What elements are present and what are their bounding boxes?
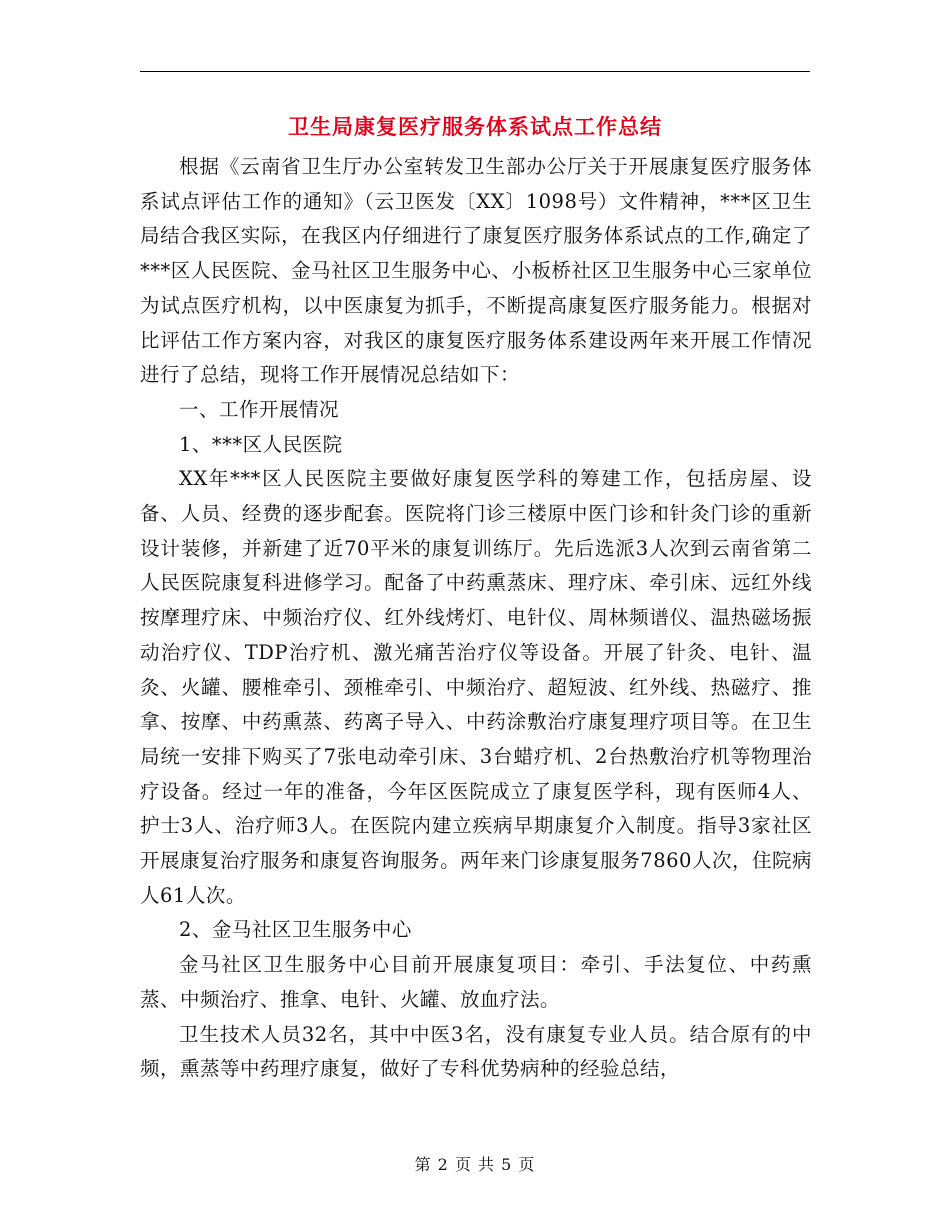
paragraph-jinma-projects: 金马社区卫生服务中心目前开展康复项目：牵引、手法复位、中药熏蒸、中频治疗、推拿、电针、火罐、放血疗法。 [140, 953, 812, 1011]
section-heading: 一、工作开展情况 [179, 397, 340, 421]
document-title: 卫生局康复医疗服务体系试点工作总结 [288, 115, 662, 139]
header-rule [140, 71, 810, 72]
paragraph-intro: 根据《云南省卫生厅办公室转发卫生部办公厅关于开展康复医疗服务体系试点评估工作的通知》（云卫医发〔XX〕1098号）文件精神，***区卫生局结合我区实际，在我区内仔细进行了康复医疗服务体系试点的工作,确定了***区人民医院、金马社区卫生服务中心、小板桥社区卫生服务中心三家单位为试点医疗机构，以中医康复为抓手，不断提高康复医疗服务能力。根据对比评估工作方案内容，对我区的康复医疗服务体系建设两年来开展工作情况进行了总结，现将工作开展情况总结如下： [140, 155, 812, 387]
subsection-heading-2: 2、金马社区卫生服务中心 [179, 918, 412, 942]
subsection-heading-1: 1、***区人民医院 [179, 432, 343, 456]
paragraph-jinma-staff: 卫生技术人员32名，其中中医3名，没有康复专业人员。结合原有的中频，熏蒸等中药理疗康复，做好了专科优势病种的经验总结， [140, 1022, 812, 1081]
page-number: 第 2 页 共 5 页 [414, 1155, 536, 1174]
document-body [140, 150, 812, 1087]
paragraph-hospital: XX年***区人民医院主要做好康复医学科的筹建工作，包括房屋、设备、人员、经费的逐步配套。医院将门诊三楼原中医门诊和针灸门诊的重新设计装修，并新建了近70平米的康复训练厅。先后选派3人次到云南省第二人民医院康复科进修学习。配备了中药熏蒸床、理疗床、牵引床、远红外线按摩理疗床、中频治疗仪、红外线烤灯、电针仪、周林频谱仪、温热磁场振动治疗仪、TDP治疗机、激光痛苦治疗仪等设备。开展了针灸、电针、温灸、火罐、腰椎牵引、颈椎牵引、中频治疗、超短波、红外线、热磁疗、推拿、按摩、中药熏蒸、药离子导入、中药涂敷治疗康复理疗项目等。在卫生局统一安排下购买了7张电动牵引床、3台蜡疗机、2台热敷治疗机等物理治疗设备。经过一年的准备，今年区医院成立了康复医学科，现有医师4人、护士3人、治疗师3人。在医院内建立疾病早期康复介入制度。指导3家社区开展康复治疗服务和康复咨询服务。两年来门诊康复服务7860人次，住院病人61人次。 [140, 467, 812, 907]
